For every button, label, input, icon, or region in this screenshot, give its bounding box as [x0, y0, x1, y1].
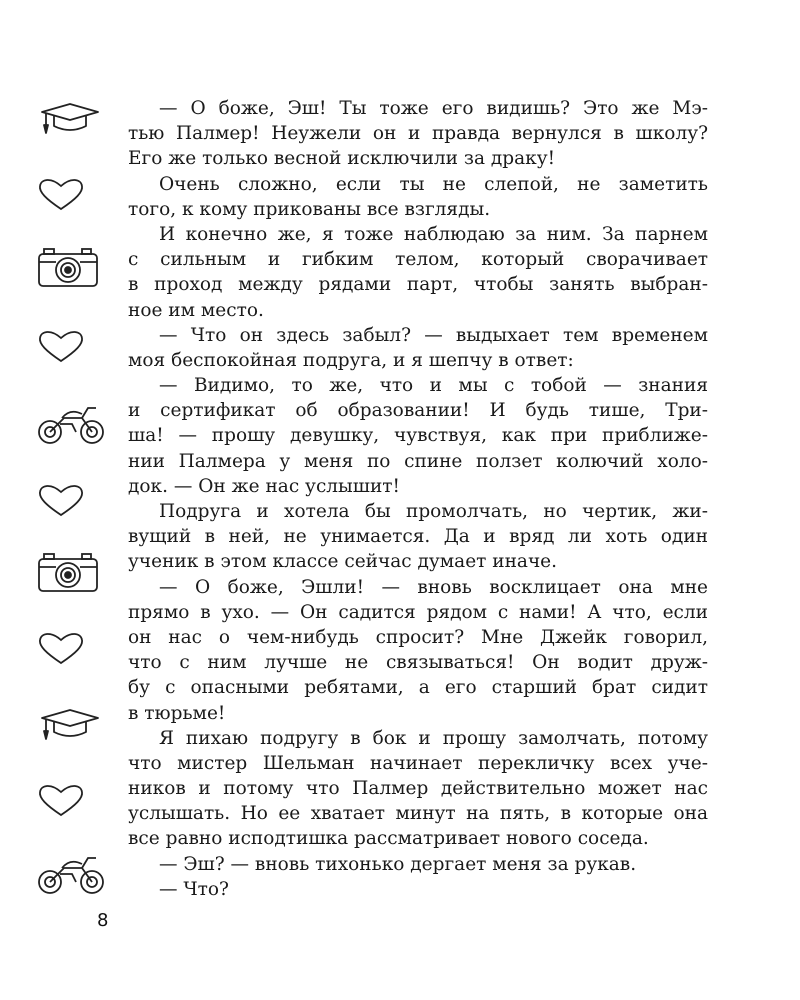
heart-icon	[36, 482, 86, 518]
text-line: и сертификат об образовании! И будь тише, Три-	[128, 400, 708, 422]
text-line: Очень сложно, если ты не слепой, не заметить	[159, 173, 708, 195]
text-line: ное им место.	[128, 299, 264, 321]
text-line: Подруга и хотела бы промолчать, но чертик, жи-	[159, 501, 708, 522]
text-line: нии Палмера у меня по спине ползет колючий холо-	[128, 450, 708, 472]
text-line: услышать. Но ее хватает минут на пять, в которые она	[128, 803, 708, 825]
text-line: тью Палмер! Неужели он и правда вернулся в школу?	[128, 123, 708, 145]
text-line: он нас о чем-нибудь спросит? Мне Джейк говорил,	[128, 626, 708, 648]
text-line: прямо в ухо. — Он садится рядом с нами! А что, если	[128, 601, 708, 623]
graduation-cap-icon	[36, 706, 100, 742]
text-line: Я пихаю подругу в бок и прошу замолчать, потому	[159, 727, 708, 749]
text-line: вущий в ней, не унимается. Да и вряд ли хоть один	[128, 526, 708, 548]
heart-icon	[36, 176, 86, 212]
heart-icon	[36, 328, 86, 364]
text-line: ша! — прошу девушку, чувствуя, как при приближе-	[128, 425, 708, 447]
page-number: 8	[97, 910, 109, 931]
text-line: бу с опасными ребятами, а его старший брат сидит	[128, 677, 708, 699]
text-line: — Что он здесь забыл? — выдыхает тем временем	[159, 324, 708, 346]
text-line: док. — Он же нас услышит!	[128, 475, 400, 497]
text-line: что с ним лучше не связываться! Он водит друж-	[128, 652, 708, 674]
text-line: в проход между рядами парт, чтобы занять выбран-	[128, 274, 708, 296]
text-line: с сильным и гибким телом, который сворачивает	[128, 249, 708, 271]
text-line: И конечно же, я тоже наблюдаю за ним. За парнем	[159, 223, 708, 245]
text-line: в тюрьме!	[128, 702, 226, 724]
text-line: — О боже, Эшли! — вновь восклицает она мне	[159, 576, 708, 598]
graduation-cap-icon	[36, 100, 100, 136]
heart-icon	[36, 630, 86, 666]
text-line: ученик в этом классе сейчас думает иначе.	[128, 551, 558, 573]
text-line: что мистер Шельман начинает перекличку всех уче-	[128, 752, 708, 774]
camera-icon	[36, 550, 100, 594]
camera-icon	[36, 245, 100, 289]
text-line: моя беспокойная подруга, и я шепчу в ответ:	[128, 349, 574, 371]
motorcycle-icon	[36, 402, 108, 446]
text-line: — Эш? — вновь тихонько дергает меня за рукав.	[159, 853, 637, 875]
text-line: — Что?	[159, 878, 229, 900]
text-line: ников и потому что Палмер действительно может нас	[128, 778, 708, 800]
text-line: все равно исподтишка рассматривает нового соседа.	[128, 828, 649, 850]
text-line: — О боже, Эш! Ты тоже его видишь? Это же Мэ-	[159, 98, 708, 119]
text-line: Его же только весной исключили за драку!	[128, 148, 556, 170]
text-line: — Видимо, то же, что и мы с тобой — знания	[159, 375, 708, 397]
heart-icon	[36, 782, 86, 818]
body-text	[128, 96, 708, 902]
text-line: того, к кому прикованы все взгляды.	[128, 198, 491, 220]
motorcycle-icon	[36, 852, 108, 896]
